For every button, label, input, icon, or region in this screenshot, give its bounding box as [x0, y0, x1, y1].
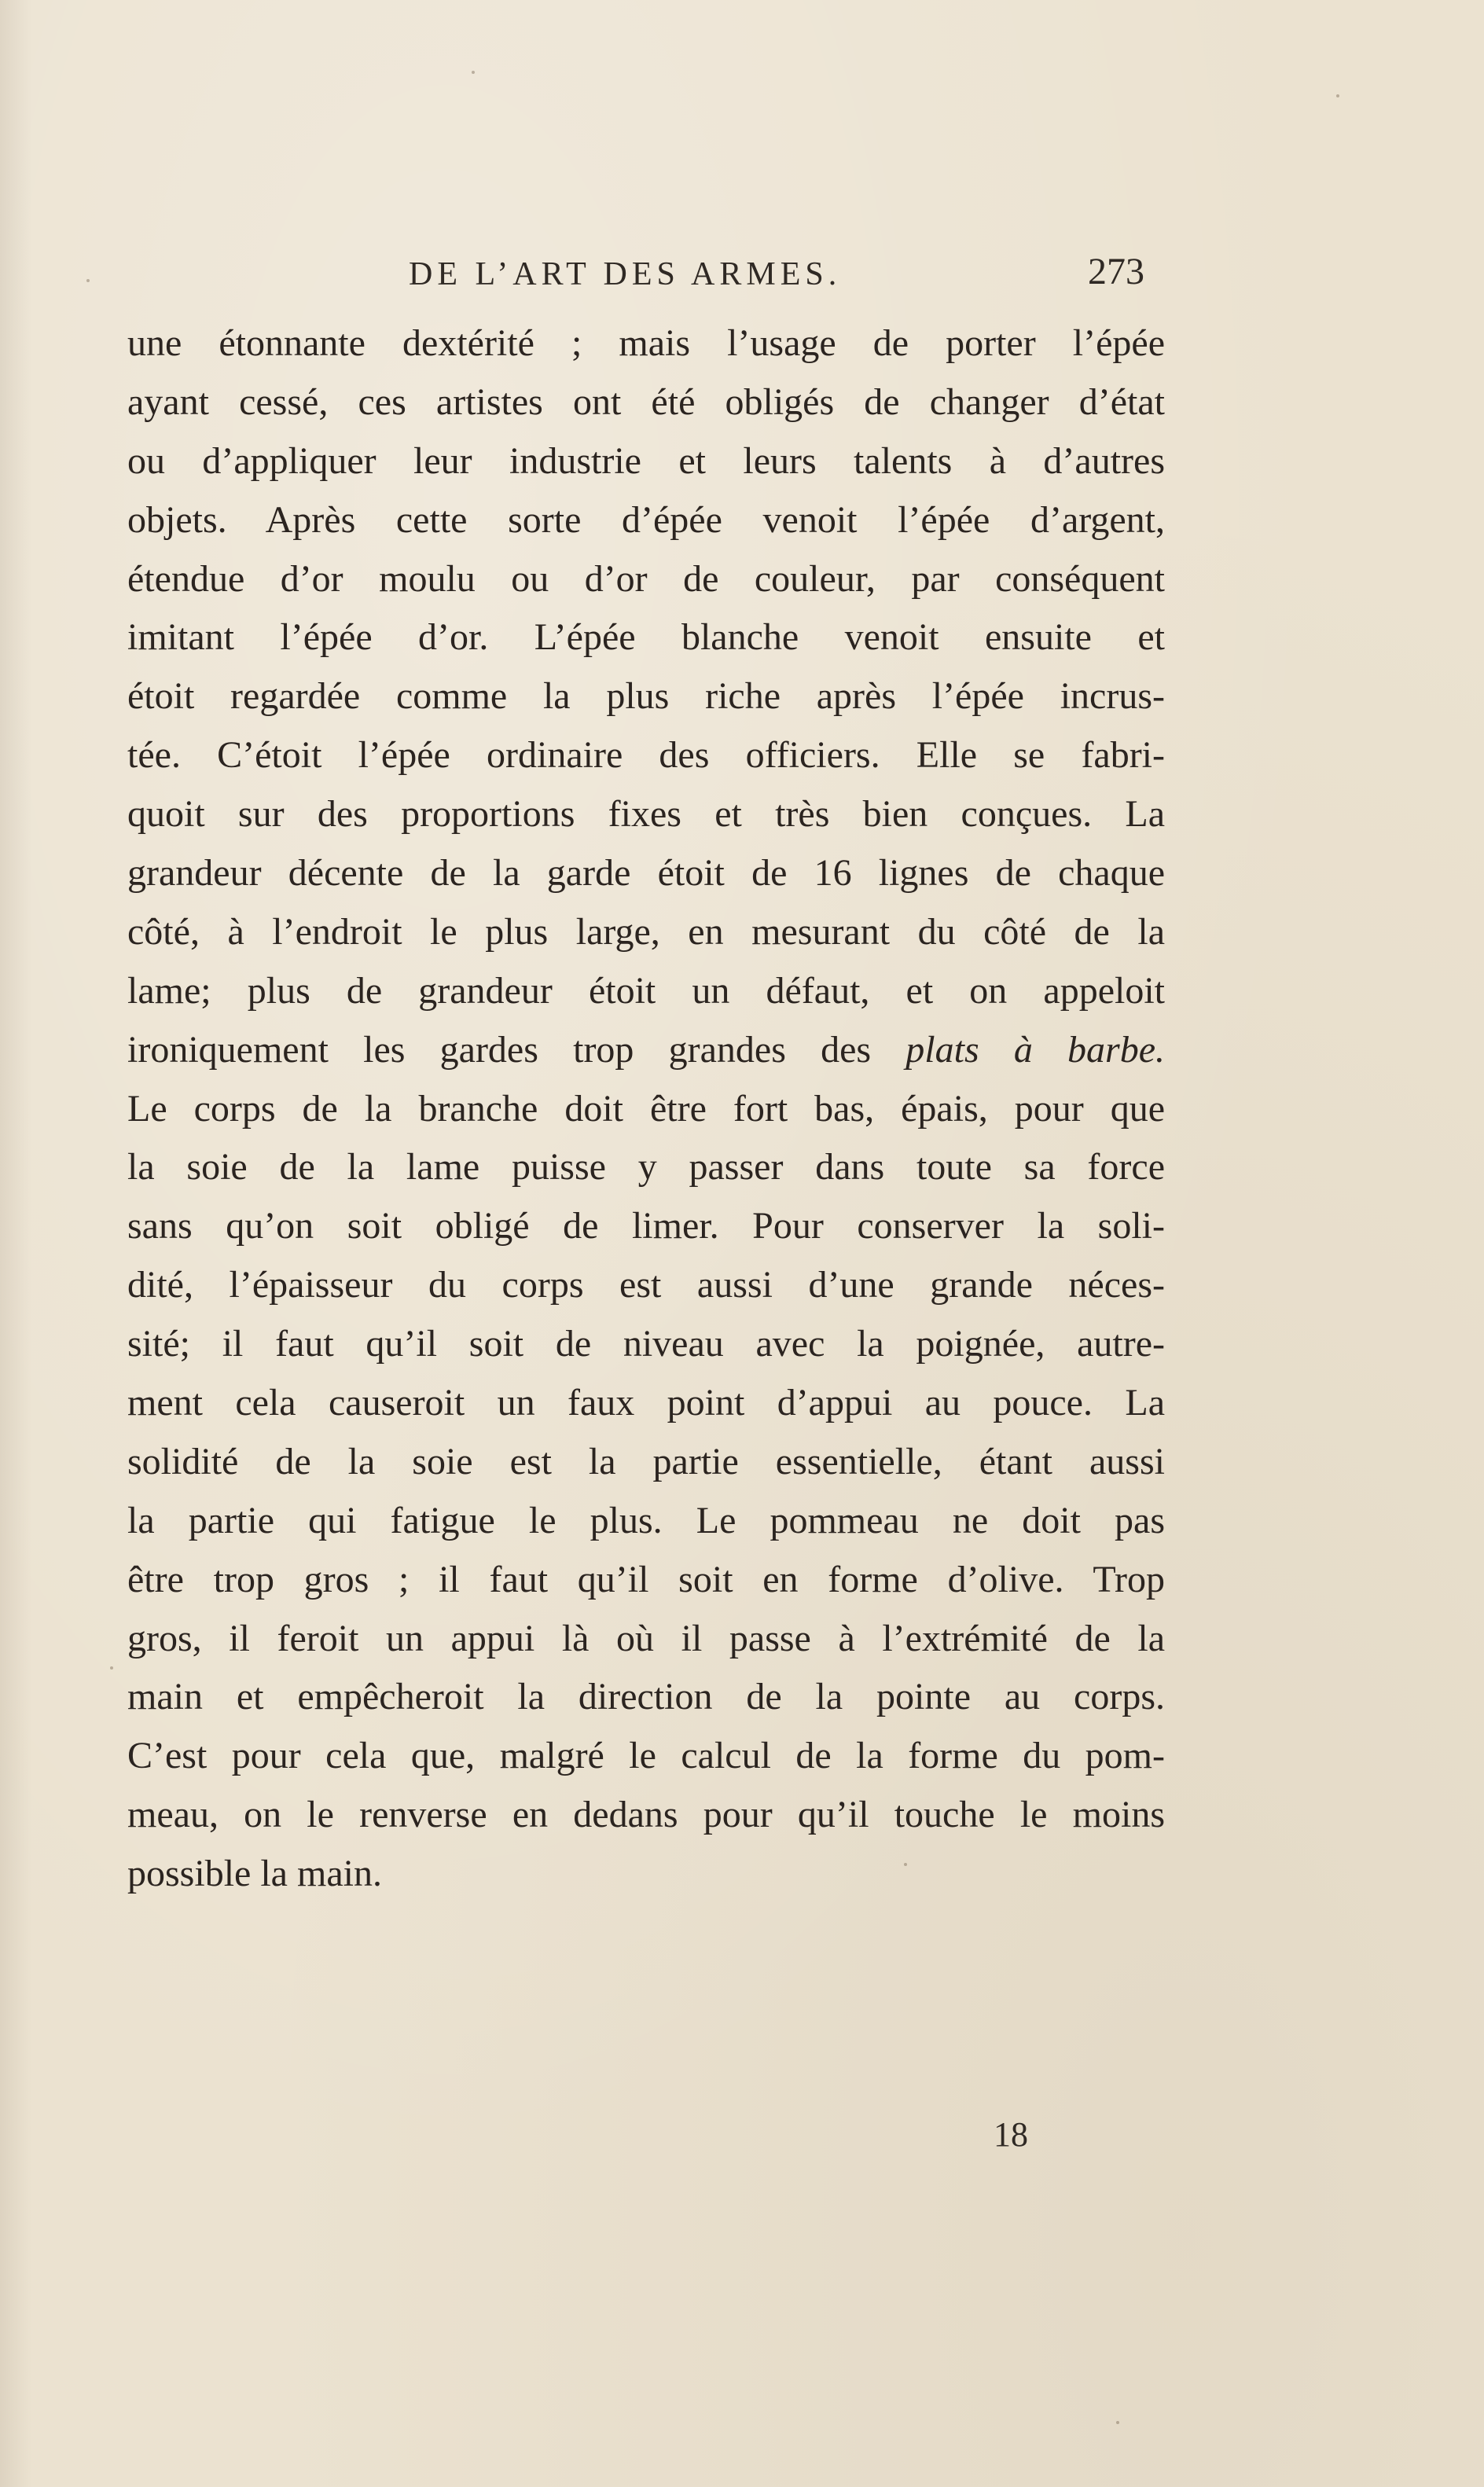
text-segment: ironiquement les gardes trop grandes des: [127, 1028, 872, 1071]
text-line: ayant cessé, ces artistes ont été obligés de changer d’état: [127, 380, 1165, 423]
text-line: la partie qui fatigue le plus. Le pommeau ne doit pas: [127, 1499, 1165, 1541]
text-line: sité; il faut qu’il soit de niveau avec la poignée, autre-: [127, 1323, 1165, 1365]
text-line: gros, il feroit un appui là où il passe à l’extrémité de la: [127, 1617, 1165, 1659]
signature-mark: 18: [994, 2115, 1028, 2154]
text-line: ou d’appliquer leur industrie et leurs talents à d’autres: [127, 439, 1165, 482]
paper-speck: [86, 279, 90, 282]
text-line-last: possible la main.: [127, 1853, 382, 1895]
text-line: Le corps de la branche doit être fort bas, épais, pour que: [127, 1087, 1165, 1130]
text-line: tée. C’étoit l’épée ordinaire des officiers. Elle se fabri-: [127, 734, 1165, 777]
text-line: la soie de la lame puisse y passer dans toute sa force: [127, 1146, 1165, 1188]
text-line: étoit regardée comme la plus riche après l’épée incrus-: [127, 675, 1165, 718]
paper-speck: [110, 1666, 113, 1670]
paper-speck: [1336, 94, 1339, 97]
text-line: solidité de la soie est la partie essentielle, étant aussi: [127, 1440, 1165, 1482]
text-line: imitant l’épée d’or. L’épée blanche venoit ensuite et: [127, 616, 1165, 659]
text-line: C’est pour cela que, malgré le calcul de la forme du pom-: [127, 1735, 1165, 1777]
running-head: DE L’ART DES ARMES.: [409, 256, 842, 292]
body-text: [127, 314, 1165, 1904]
paper-speck: [904, 1863, 907, 1866]
paper-speck: [472, 71, 475, 74]
text-line: sans qu’on soit obligé de limer. Pour conserver la soli-: [127, 1205, 1165, 1247]
text-line-with-italic: [127, 1021, 1165, 1080]
text-line: lame; plus de grandeur étoit un défaut, et on appeloit: [127, 969, 1165, 1012]
text-line: main et empêcheroit la direction de la pointe au corps.: [127, 1676, 1165, 1718]
text-line: objets. Après cette sorte d’épée venoit l’épée d’argent,: [127, 498, 1165, 541]
text-line: côté, à l’endroit le plus large, en mesurant du côté de la: [127, 910, 1165, 953]
text-line: ment cela causeroit un faux point d’appui au pouce. La: [127, 1382, 1165, 1424]
text-line: quoit sur des proportions fixes et très bien conçues. La: [127, 793, 1165, 836]
italic-phrase: plats à barbe.: [905, 1028, 1166, 1071]
text-line: être trop gros ; il faut qu’il soit en forme d’olive. Trop: [127, 1558, 1165, 1600]
text-line: une étonnante dextérité ; mais l’usage de porter l’épée: [127, 322, 1165, 364]
paper-speck: [1116, 2421, 1119, 2424]
text-line: étendue d’or moulu ou d’or de couleur, par conséquent: [127, 557, 1165, 600]
text-line: grandeur décente de la garde étoit de 16 lignes de chaque: [127, 852, 1165, 895]
page-number: 273: [1088, 251, 1144, 292]
text-line: dité, l’épaisseur du corps est aussi d’une grande néces-: [127, 1264, 1165, 1306]
text-line: meau, on le renverse en dedans pour qu’il touche le moins: [127, 1794, 1165, 1836]
